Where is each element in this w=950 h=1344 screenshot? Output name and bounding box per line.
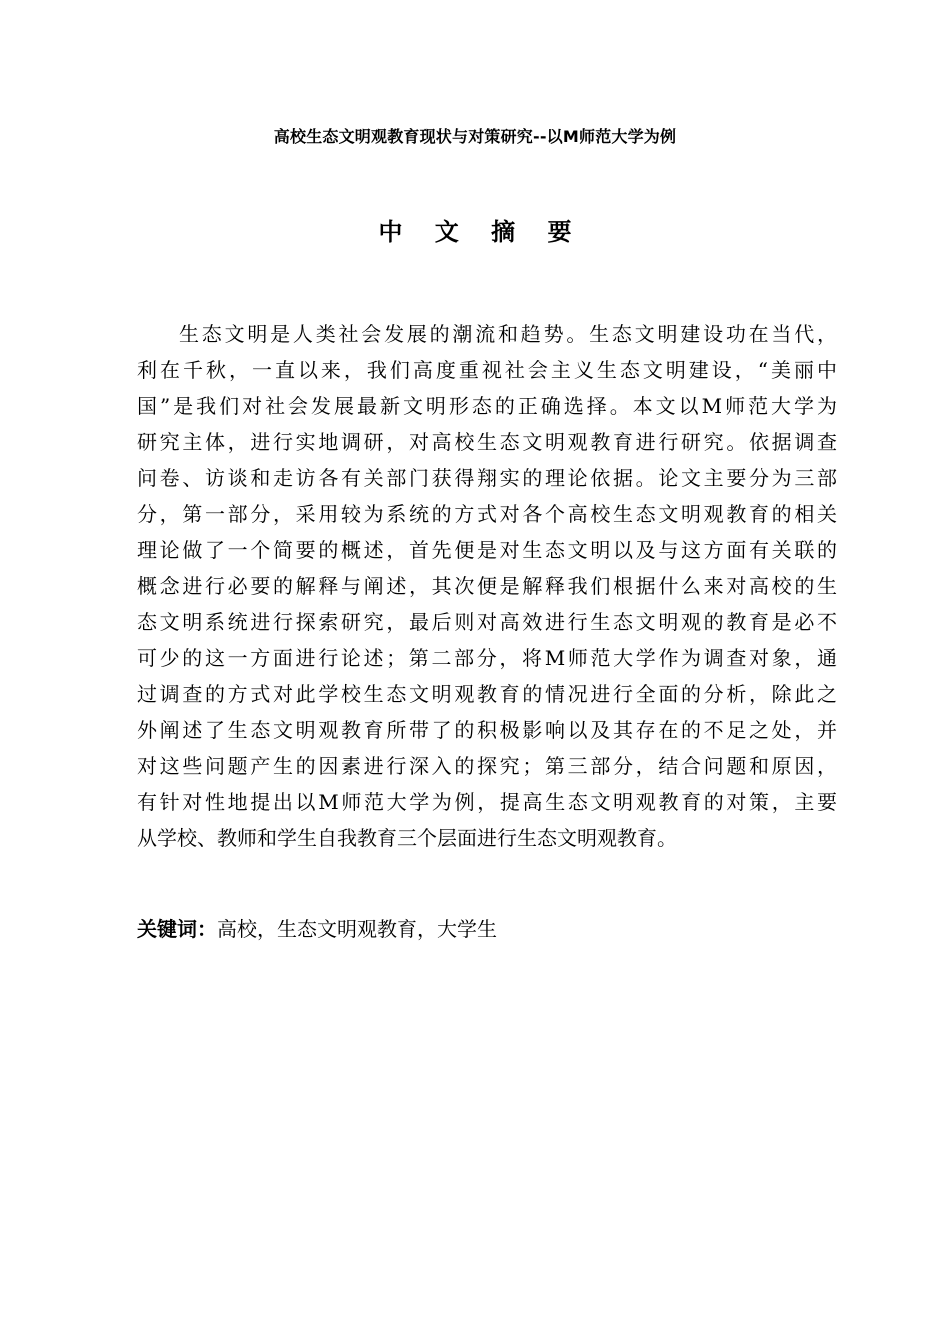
keywords-value: 高校，生态文明观教育，大学生	[217, 917, 497, 941]
abstract-title: 中 文 摘 要	[378, 218, 584, 246]
abstract-line: 外阐述了生态文明观教育所带了的积极影响以及其存在的不足之处，并	[137, 718, 837, 742]
running-header: 高校生态文明观教育现状与对策研究--以M师范大学为例	[273, 127, 677, 146]
abstract-line: 态文明系统进行探索研究，最后则对高效进行生态文明观的教育是必不	[137, 610, 837, 634]
keywords-label: 关键词：	[137, 917, 217, 941]
abstract-line: 概念进行必要的解释与阐述，其次便是解释我们根据什么来对高校的生	[137, 574, 837, 598]
abstract-line: 理论做了一个简要的概述，首先便是对生态文明以及与这方面有关联的	[137, 538, 837, 562]
abstract-line: 对这些问题产生的因素进行深入的探究；第三部分，结合问题和原因，	[137, 754, 837, 778]
abstract-line: 国”是我们对社会发展最新文明形态的正确选择。本文以M师范大学为	[137, 394, 837, 418]
abstract-line: 研究主体，进行实地调研，对高校生态文明观教育进行研究。依据调查	[137, 430, 837, 454]
abstract-line: 可少的这一方面进行论述；第二部分，将M师范大学作为调查对象，通	[137, 646, 837, 670]
abstract-line: 过调查的方式对此学校生态文明观教育的情况进行全面的分析，除此之	[137, 682, 837, 706]
abstract-line: 分，第一部分，采用较为系统的方式对各个高校生态文明观教育的相关	[137, 502, 837, 526]
abstract-line: 生态文明是人类社会发展的潮流和趋势。生态文明建设功在当代，	[179, 322, 837, 346]
abstract-body	[137, 316, 837, 856]
keywords	[137, 911, 837, 947]
abstract-line: 从学校、教师和学生自我教育三个层面进行生态文明观教育。	[137, 826, 677, 850]
abstract-line: 有针对性地提出以M师范大学为例，提高生态文明观教育的对策，主要	[137, 790, 837, 814]
abstract-line: 利在千秋，一直以来，我们高度重视社会主义生态文明建设，“美丽中	[137, 358, 837, 382]
abstract-line: 问卷、访谈和走访各有关部门获得翔实的理论依据。论文主要分为三部	[137, 466, 837, 490]
